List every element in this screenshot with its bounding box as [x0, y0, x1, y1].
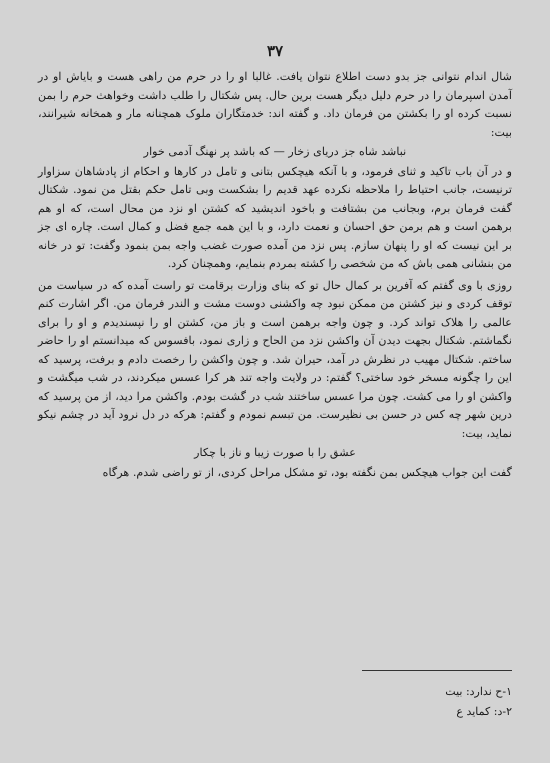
footnotes [312, 682, 512, 722]
verse: نباشد شاه جز دریای زخار — که باشد پر نهنگ آدمی خوار [143, 145, 407, 158]
footnote: ۲-د: کماید ع [456, 705, 512, 718]
footnote: ۱-ح ندارد: بیت [445, 685, 512, 698]
paragraph: شال اندام نتوانی جز بدو دست اطلاع نتوان یافت. غالبا او را در حرم من راهی هست و بایاش او در آمدن اسپرمان را در حرم دلیل دیگر هست برین حال. پس شکتال را طلب داشت وخواهث حرم را بمن نسبت کرده او را بکشتن من فرمان داد. و گفته اند: خدمتگاران ملوک همچنانه مار و همخانه شیرانند، بیت: [38, 70, 512, 139]
page-number: ۳۷ [266, 42, 284, 60]
body-text [38, 68, 512, 482]
verse: عشق را با صورت زیبا و ناز با چکار [194, 446, 356, 459]
paragraph: روزی با وی گفتم که آفرین بر کمال حال تو که بنای وزارت برقامت تو راست آمده که در سیاست من توقف کردی و نیز کشتن من ممکن نبود چه واکشنی دوست مشت و الندر فرمان من. اگر اشارت کنم عالمی را هلاک تواند کرد. و چون واجه برهمن است و باز من، کشتن او را نپسندیدم و او را برای نگماشتم. شکتال بجهت دیدن آن واکشن نزد من الحاح و زاری نمود، بافسوس که میدانستم او را حاضر ساختم. شکتال مهیب در نظرش در آمد، حیران شد. و چون واکشن را رخصت دادم و برفت، پرسید که این را چگونه مسخر خود ساختی؟ گفتم: در ولایت واجه تند هر کرا عسس میکردند، در شب میگشت و واکشن او را می کشت. چون مرا عسس ساختند شب در گشت بودم. واکشن مرا دید، از من پرسید که درین شهر چه کس در حسن بی نظیرست. من تبسم نمودم و گفتم: هرکه در دل نرود آید در چشم نیکو نماید، بیت: [38, 278, 512, 440]
paragraph: و در آن باب تاکید و ثنای فرمود، و با آنکه هیچکس بتانی و تامل در کارها و احکام از پادشاهان سزاوار ترنیست، جانب احتیاط را ملاحظه نکرده عهد قدیم را بشکست وبی تامل حکم بقتل من نمود. شکتال گفت فرمان برم، وبجانب من بشتافت و باخود اندیشید که کشتن او نزد من محال است، که او هم برهمن است و هم برمن حق احسان و نعمت دارد، و با این همه جمع فضل و کمال است. چاره ای جز بر این نیست که او را پنهان سازم. پس نزد من آمده صورت غضب واجه بمن بنمود وگفت: تو در خانه من بنشانی همی باش که من شخصی را کشته بمردم بنمایم، وهمچنان کرد. [38, 164, 512, 270]
paragraph: گفت این جواب هیچکس بمن نگفته بود، تو مشکل مراحل کردی، از تو راضی شدم. هرگاه [102, 465, 512, 479]
footnote-divider [362, 670, 512, 671]
